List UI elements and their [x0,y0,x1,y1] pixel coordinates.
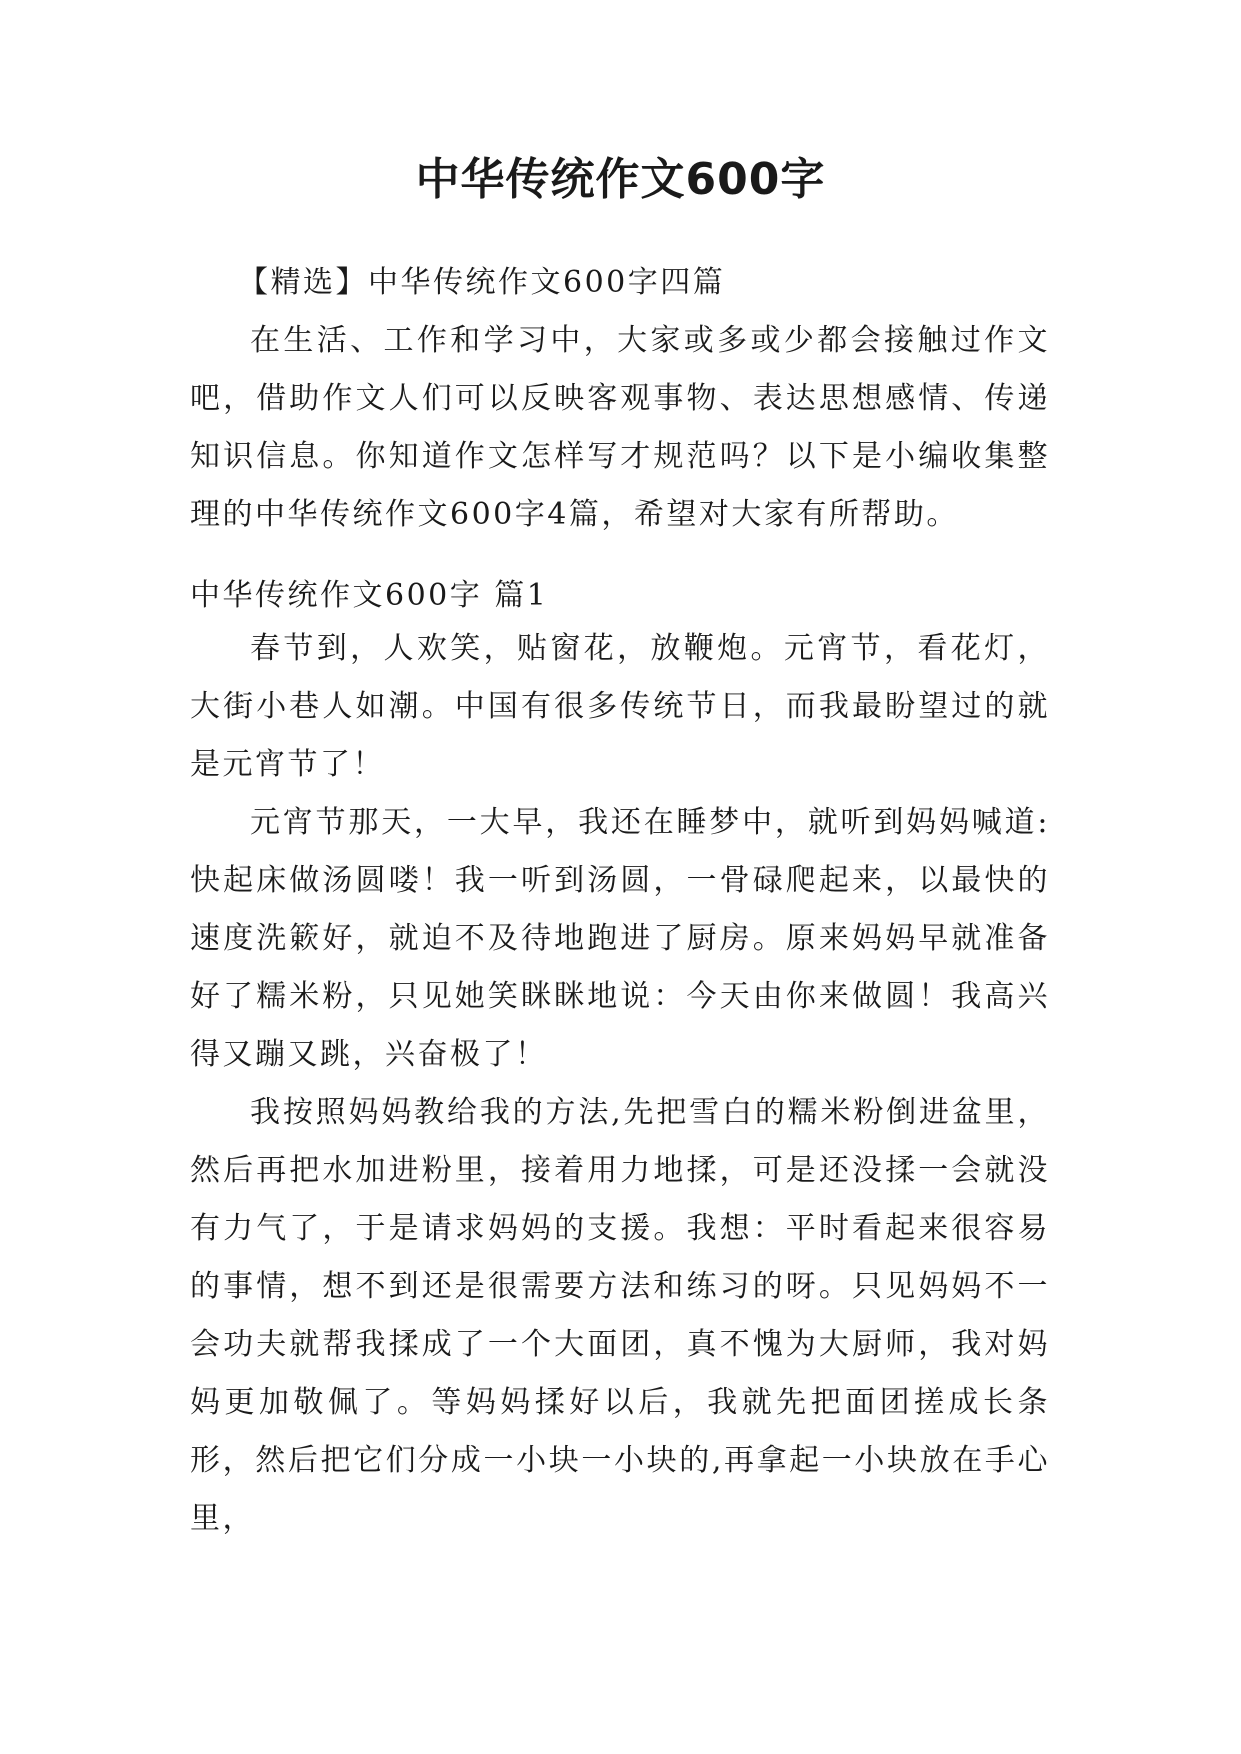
essay-body [190,620,1050,1548]
body-paragraph: 春节到，人欢笑，贴窗花，放鞭炮。元宵节，看花灯，大街小巷人如潮。中国有很多传统节日，而我最盼望过的就是元宵节了！ [190,631,1050,782]
subtitle-line: 【精选】中华传统作文600字四篇 [238,265,726,300]
intro-paragraph: 在生活、工作和学习中，大家或多或少都会接触过作文吧，借助作文人们可以反映客观事物、表达思想感情、传递知识信息。你知道作文怎样写才规范吗？以下是小编收集整理的中华传统作文600字4篇，希望对大家有所帮助。 [190,323,1050,532]
body-paragraph: 我按照妈妈教给我的方法,先把雪白的糯米粉倒进盆里，然后再把水加进粉里，接着用力地揉，可是还没揉一会就没有力气了，于是请求妈妈的支援。我想：平时看起来很容易的事情，想不到还是很需要方法和练习的呀。只见妈妈不一会功夫就帮我揉成了一个大面团，真不愧为大厨师，我对妈妈更加敬佩了。等妈妈揉好以后，我就先把面团搓成长条形，然后把它们分成一小块一小块的,再拿起一小块放在手心里， [190,1095,1050,1536]
section-heading: 中华传统作文600字 篇1 [190,578,549,613]
intro-block [190,254,1050,544]
body-paragraph: 元宵节那天，一大早，我还在睡梦中，就听到妈妈喊道:快起床做汤圆喽！我一听到汤圆，一骨碌爬起来，以最快的速度洗簌好，就迫不及待地跑进了厨房。原来妈妈早就准备好了糯米粉，只见她笑眯眯地说：今天由你来做圆！我高兴得又蹦又跳，兴奋极了！ [190,805,1050,1072]
document-title: 中华传统作文600字 [415,154,826,205]
